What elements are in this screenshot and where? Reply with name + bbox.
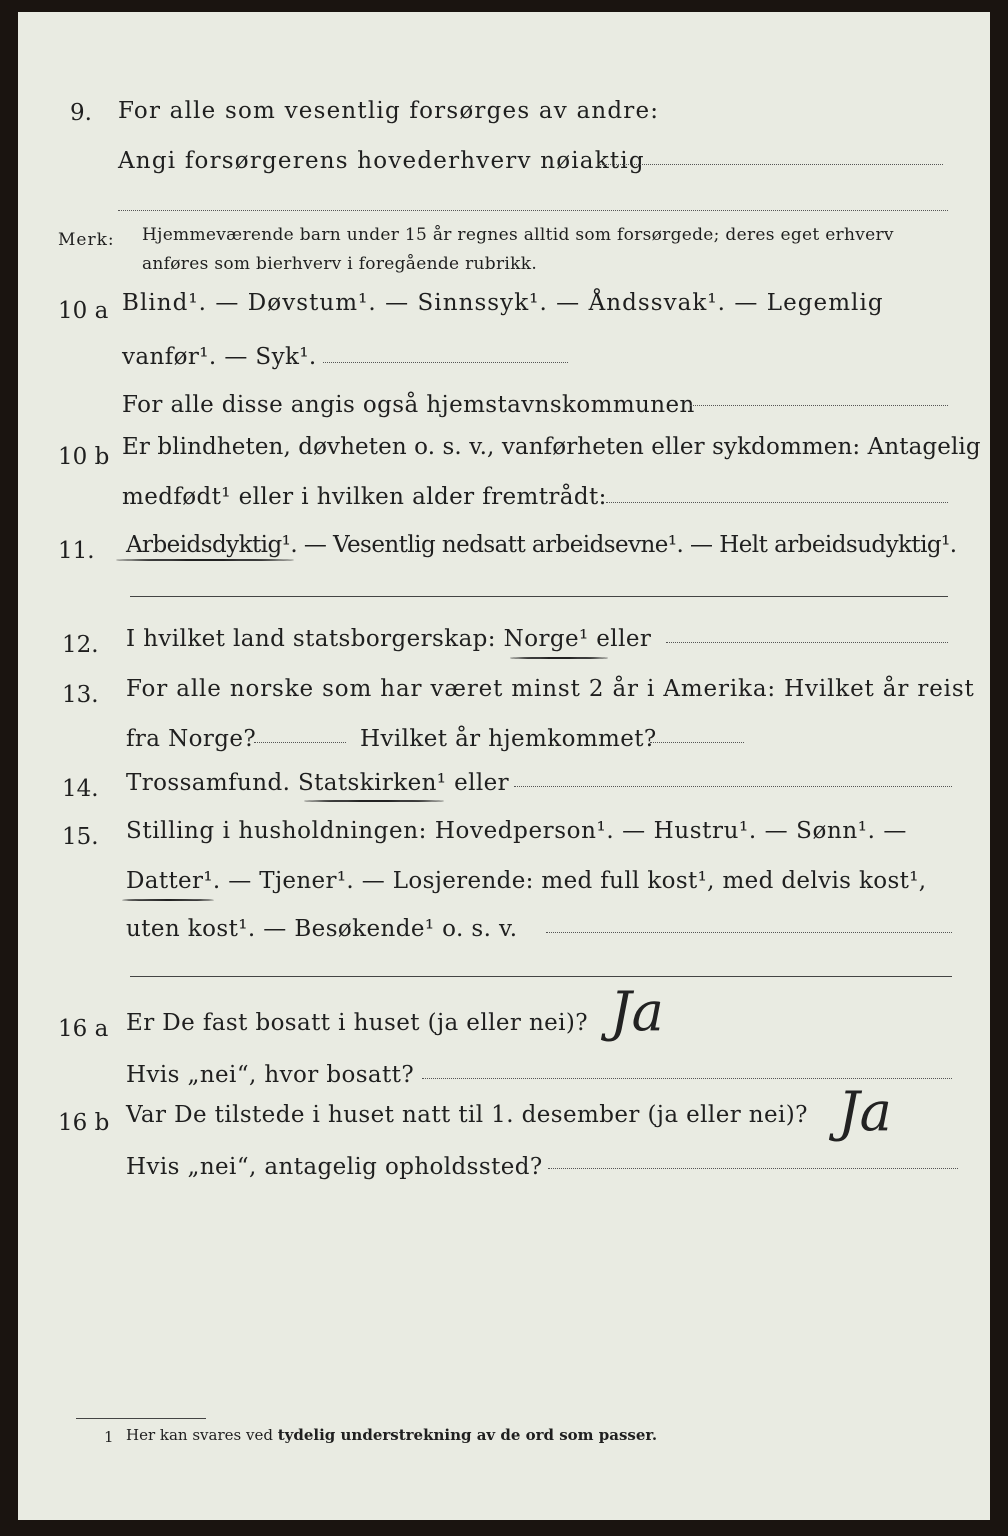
q12-answer-line [666, 642, 948, 643]
q15-line1: Stilling i husholdningen: Hovedperson¹. — Hustru¹. — Sønn¹. — [126, 818, 908, 844]
q13-number: 13. [62, 682, 99, 708]
q12-number: 12. [62, 632, 99, 658]
q15-line3: uten kost¹. — Besøkende¹ o. s. v. [126, 916, 518, 942]
q16b-opholdssted-line [548, 1168, 958, 1169]
q15-line2: Datter¹. — Tjener¹. — Losjerende: med full kost¹, med delvis kost¹, [126, 868, 927, 894]
q11-underline-arbeidsdyktig [116, 559, 294, 561]
q16b-line1: Var De tilstede i huset natt til 1. desember (ja eller nei)? [126, 1102, 808, 1128]
q15-underline-datter [122, 899, 214, 901]
q10a-answer-line [323, 362, 568, 363]
q13-line2a: fra Norge? [126, 726, 257, 752]
q10a-hjemstavn-line [690, 405, 948, 406]
q16b-line2: Hvis „nei“, antagelig opholdssted? [126, 1154, 543, 1180]
q14-answer-line [514, 786, 952, 787]
q16b-number: 16 b [58, 1110, 110, 1136]
q15-answer-line [546, 932, 952, 933]
q12-underline-norge [510, 657, 608, 659]
merk-line2: anføres som bierhverv i foregående rubrikk. [142, 254, 538, 274]
q10a-line1: Blind¹. — Døvstum¹. — Sinnssyk¹. — Åndssvak¹. — Legemlig [122, 290, 884, 316]
footnote-text [126, 1426, 657, 1444]
q16a-line1: Er De fast bosatt i huset (ja eller nei)? [126, 1010, 589, 1036]
q16a-line2: Hvis „nei“, hvor bosatt? [126, 1062, 415, 1088]
q10b-line1: Er blindheten, døvheten o. s. v., vanførheten eller sykdommen: Antagelig [122, 434, 981, 460]
q14-underline-statskirken [304, 800, 444, 802]
q15-extra-line [130, 976, 952, 977]
q13-reist-line [254, 742, 346, 743]
q12-line1: I hvilket land statsborgerskap: Norge¹ eller [126, 626, 652, 652]
q16b-handwritten-answer: Ja [838, 1080, 892, 1143]
q9-number: 9. [70, 100, 92, 126]
q11-number: 11. [58, 538, 95, 564]
q10b-number: 10 b [58, 444, 110, 470]
census-form-page [18, 12, 990, 1520]
q10b-line2: medfødt¹ eller i hvilken alder fremtrådt: [122, 484, 607, 510]
q14-number: 14. [62, 776, 99, 802]
footnote-mark: 1 [104, 1428, 114, 1446]
q15-number: 15. [62, 824, 99, 850]
q16a-bosatt-line [422, 1078, 952, 1079]
q9-line1: For alle som vesentlig forsørges av andre: [118, 98, 660, 124]
q10a-number: 10 a [58, 298, 109, 324]
q9-line2: Angi forsørgerens hovederhverv nøiaktig [118, 148, 645, 174]
q11-line1: Arbeidsdyktig¹. — Vesentlig nedsatt arbeidsevne¹. — Helt arbeidsudyktig¹. [126, 532, 957, 558]
q9-answer-line [598, 164, 943, 165]
footnote-text-bold: tydelig understrekning av de ord som passer. [277, 1426, 658, 1444]
q13-line2b: Hvilket år hjemkommet? [360, 726, 657, 752]
q11-extra-line [130, 596, 948, 597]
q13-hjemkommet-line [650, 742, 744, 743]
q9-extra-line [118, 210, 948, 211]
q16a-handwritten-answer: Ja [610, 980, 664, 1043]
merk-label: Merk: [58, 230, 115, 250]
q10a-line2: vanfør¹. — Syk¹. [122, 344, 317, 370]
merk-line1: Hjemmeværende barn under 15 år regnes alltid som forsørgede; deres eget erhverv [142, 225, 894, 245]
q16a-number: 16 a [58, 1016, 109, 1042]
footnote-text-plain: Her kan svares ved [126, 1426, 273, 1444]
q10a-line3: For alle disse angis også hjemstavnskommunen [122, 392, 695, 418]
q10b-answer-line [606, 502, 948, 503]
footnote-separator [76, 1418, 206, 1419]
q14-line1: Trossamfund. Statskirken¹ eller [126, 770, 510, 796]
q13-line1: For alle norske som har været minst 2 år i Amerika: Hvilket år reist [126, 676, 975, 702]
